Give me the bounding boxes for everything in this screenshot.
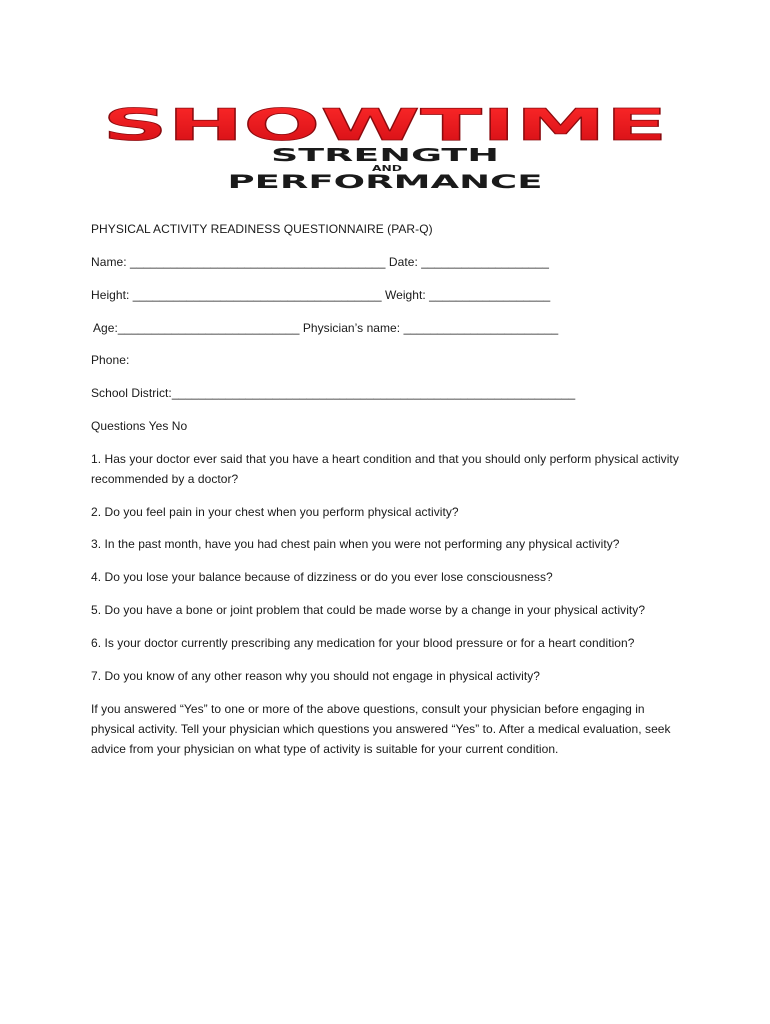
- date-field[interactable]: ___________________: [421, 255, 549, 269]
- showtime-logo: [100, 100, 670, 190]
- logo-title: SHOWTIME: [102, 100, 668, 151]
- logo-and: AND: [372, 164, 403, 173]
- question-2: 2. Do you feel pain in your chest when you perform physical activity?: [91, 505, 459, 519]
- physician-field[interactable]: _______________________: [403, 321, 559, 335]
- logo-performance: PERFORMANCE: [227, 171, 543, 190]
- height-weight-row: [91, 285, 550, 305]
- height-field[interactable]: _____________________________________: [132, 288, 382, 302]
- height-label: Height:: [91, 288, 130, 302]
- questions-header: Questions Yes No: [91, 419, 188, 433]
- logo-strength: STRENGTH: [271, 145, 499, 166]
- name-date-row: [91, 252, 549, 272]
- weight-field[interactable]: __________________: [429, 288, 551, 302]
- weight-label: Weight:: [384, 288, 426, 302]
- date-label: Date:: [388, 255, 418, 269]
- question-3: 3. In the past month, have you had chest pain when you were not performing any physical activity?: [91, 537, 620, 551]
- question-7: 7. Do you know of any other reason why you should not engage in physical activity?: [91, 669, 541, 683]
- school-district-row: [91, 383, 575, 403]
- question-4: 4. Do you lose your balance because of dizziness or do you ever lose consciousness?: [91, 570, 553, 584]
- footer-note: If you answered “Yes” to one or more of the above questions, consult your physician before engaging in physical activity. Tell your physician which questions you answered “Yes” to. After a medical evaluation, seek advice from your physician on what type of activity is suitable for your current condition.: [91, 702, 671, 756]
- age-physician-row: [93, 318, 558, 338]
- phone-row: [91, 350, 129, 370]
- question-6: 6. Is your doctor currently prescribing any medication for your blood pressure or for a heart condition?: [91, 636, 635, 650]
- phone-label: Phone:: [91, 353, 130, 367]
- name-field[interactable]: ______________________________________: [129, 255, 386, 269]
- age-field[interactable]: ___________________________: [117, 321, 300, 335]
- question-1: 1. Has your doctor ever said that you have a heart condition and that you should only perform physical activity recommended by a doctor?: [91, 452, 679, 486]
- form-title: PHYSICAL ACTIVITY READINESS QUESTIONNAIRE (PAR-Q): [91, 222, 433, 236]
- school-district-label: School District:: [91, 386, 172, 400]
- name-label: Name:: [91, 255, 127, 269]
- age-label: Age:: [93, 321, 118, 335]
- physician-label: Physician’s name:: [302, 321, 401, 335]
- school-district-field[interactable]: ____________________________________________________________: [171, 386, 576, 400]
- question-5: 5. Do you have a bone or joint problem that could be made worse by a change in your physical activity?: [91, 603, 646, 617]
